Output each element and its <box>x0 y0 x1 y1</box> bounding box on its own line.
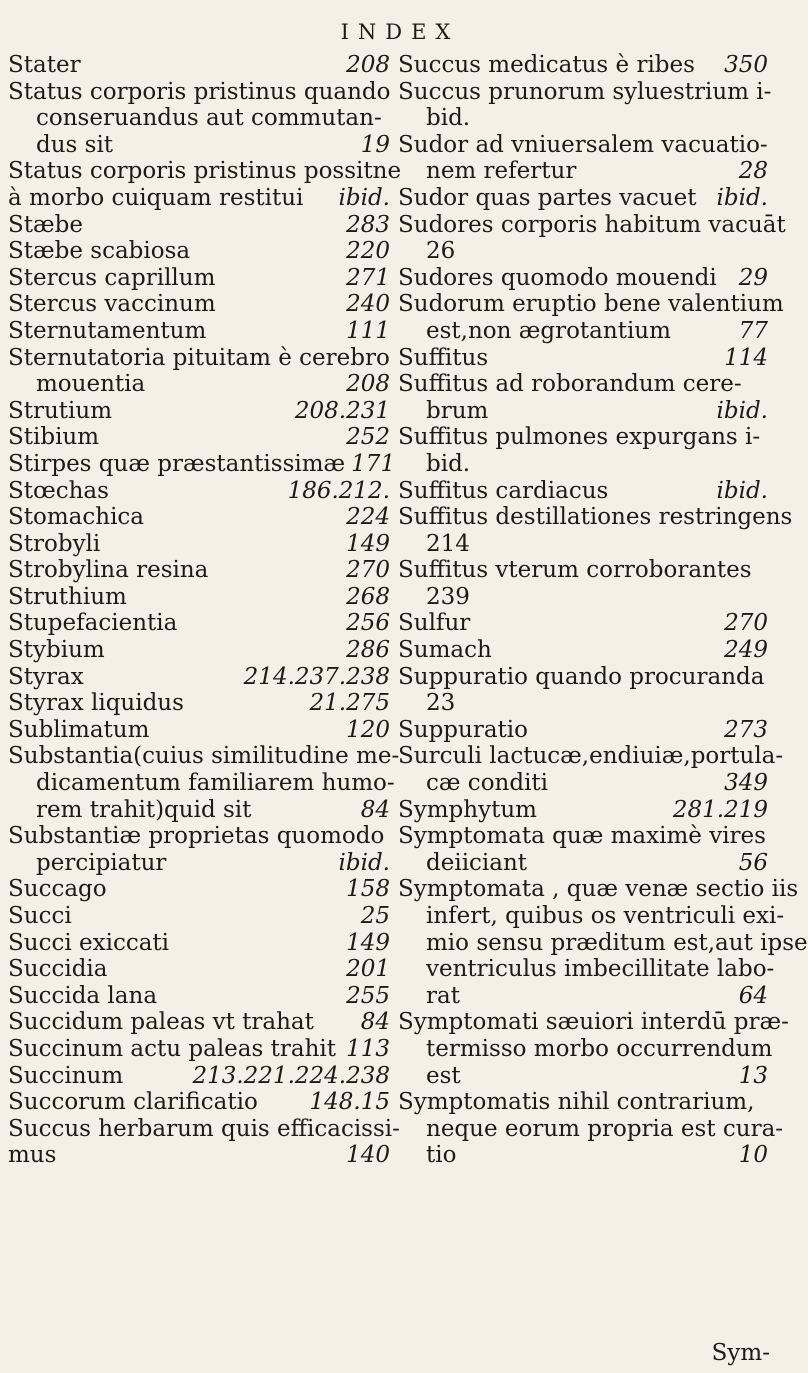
entry-text: tio <box>426 1142 457 1169</box>
index-entry <box>8 637 390 664</box>
index-entry <box>8 1009 390 1036</box>
entry-text: Stæbe scabiosa <box>8 238 191 265</box>
index-entry <box>398 797 768 824</box>
index-entry <box>8 478 390 505</box>
entry-text: Status corporis pristinus possitne <box>8 158 402 185</box>
index-entry <box>398 504 793 531</box>
index-entry <box>398 690 768 717</box>
entry-text: est,non ægrotantium <box>426 317 671 344</box>
page-reference: 149 <box>346 530 390 557</box>
entry-text: Sudores quomodo mouendi <box>398 264 717 291</box>
entry-text: Succinum actu paleas trahit <box>8 1035 336 1062</box>
index-entry <box>398 1142 768 1169</box>
entry-text: mouentia <box>36 371 146 398</box>
page-reference: ibid. <box>338 184 390 211</box>
entry-text: Succus medicatus è ribes <box>398 52 695 78</box>
index-entry <box>398 637 768 664</box>
entry-text: Sumach <box>398 637 492 664</box>
page-reference: 77 <box>738 317 768 344</box>
index-entry <box>398 664 768 691</box>
index-entry <box>8 876 390 903</box>
index-entry <box>398 850 768 877</box>
index-entry <box>8 185 390 212</box>
index-entry <box>8 1089 390 1116</box>
index-entry <box>398 345 768 372</box>
page-reference: 286 <box>346 637 390 664</box>
page-reference: ibid. <box>716 397 768 424</box>
index-entry <box>398 211 786 239</box>
page-reference: 213.221.224.238 <box>192 1062 390 1089</box>
page-reference: 252 <box>346 424 390 451</box>
page-reference: 64 <box>738 982 768 1009</box>
page-reference: 25 <box>360 903 390 929</box>
index-entry <box>8 1142 390 1169</box>
entry-text: Suffitus pulmones expurgans i- <box>398 424 761 451</box>
entry-text: percipiatur <box>36 849 167 876</box>
page-reference: 270 <box>724 610 768 637</box>
entry-text: Succus prunorum syluestrium i- <box>398 78 772 105</box>
page-reference: 21.275 <box>309 690 390 717</box>
index-entry <box>8 930 390 957</box>
entry-text: Succida lana <box>8 982 158 1009</box>
index-entry <box>398 956 775 983</box>
index-entry <box>8 132 390 159</box>
index-entry <box>8 424 390 451</box>
index-entry <box>398 1035 773 1063</box>
index-entry <box>8 717 390 744</box>
entry-text: mus <box>8 1142 57 1169</box>
index-entry <box>8 557 390 584</box>
index-entry <box>8 79 390 106</box>
page-reference: 120 <box>346 716 390 743</box>
page-reference: 84 <box>360 1009 390 1036</box>
entry-text: Succidum paleas vt trahat <box>8 1009 314 1036</box>
index-entry <box>398 265 768 292</box>
entry-text: est <box>426 1062 461 1089</box>
entry-text: à morbo cuiquam restitui <box>8 184 304 211</box>
index-entry <box>398 52 768 79</box>
index-entry <box>8 664 390 691</box>
index-entry <box>398 238 768 265</box>
index-entry <box>8 531 390 558</box>
index-entry <box>398 1009 789 1036</box>
entry-text: Stupefacientia <box>8 610 178 637</box>
entry-text: Succinum <box>8 1062 124 1089</box>
entry-text: Sublimatum <box>8 716 150 743</box>
entry-text: Symptomati sæuiori interdū præ- <box>398 1009 789 1036</box>
index-entry <box>8 903 390 930</box>
index-entry <box>398 929 808 957</box>
page-reference: 273 <box>724 716 768 743</box>
entry-text: Succi exiccati <box>8 929 170 956</box>
entry-text: Suffitus vterum corroborantes <box>398 557 752 584</box>
entry-text: nem refertur <box>426 158 577 185</box>
page-reference: 214.237.238 <box>243 663 390 690</box>
entry-text: Stæbe <box>8 211 83 238</box>
entry-text: 23 <box>426 690 456 717</box>
index-entry <box>8 610 390 637</box>
entry-text: Suffitus cardiacus <box>398 477 609 504</box>
index-entry <box>398 557 768 584</box>
index-entry <box>398 903 785 930</box>
entry-text: Suppuratio <box>398 716 528 743</box>
index-entry <box>8 450 396 478</box>
entry-text: Strobyli <box>8 530 101 557</box>
page-reference: 56 <box>738 849 768 876</box>
entry-text: infert, quibus os ventriculi exi- <box>426 903 785 929</box>
entry-text: Suffitus ad roborandum cere- <box>398 371 742 398</box>
page-reference: 148.15 <box>309 1089 390 1116</box>
index-entry <box>8 318 390 345</box>
index-entry <box>8 265 390 292</box>
index-entry <box>398 158 768 185</box>
index-entry <box>8 1036 390 1063</box>
entry-text: bid. <box>426 450 471 477</box>
index-entry <box>398 983 768 1010</box>
index-entry <box>8 743 400 770</box>
entry-text: Succi <box>8 903 72 929</box>
entry-text: Symptomata quæ maximè vires <box>398 823 766 850</box>
page-reference: 270 <box>346 557 390 584</box>
index-entry <box>8 823 390 850</box>
entry-text: dus sit <box>36 131 114 158</box>
entry-text: Stibium <box>8 424 100 451</box>
page-reference: 113 <box>346 1035 390 1062</box>
index-entry <box>8 212 390 239</box>
entry-text: Succus herbarum quis efficacissi- <box>8 1115 400 1142</box>
index-entry <box>8 371 390 398</box>
index-entry <box>398 291 784 318</box>
index-entry <box>398 743 784 770</box>
index-entry <box>8 797 390 824</box>
index-entry <box>398 451 768 478</box>
page-reference: 84 <box>360 796 390 823</box>
page-reference: 19 <box>360 131 390 158</box>
entry-text: Stirpes quæ præstantissimæ <box>8 450 346 477</box>
entry-text: Stater <box>8 52 81 78</box>
page-reference: 186.212. <box>287 477 390 504</box>
page-reference: ibid. <box>716 477 768 504</box>
page-reference: 201 <box>346 956 390 983</box>
page-reference: 208.231 <box>294 397 390 424</box>
index-entry <box>8 158 402 185</box>
index-entry <box>8 238 390 265</box>
entry-text: termisso morbo occurrendum <box>426 1035 773 1062</box>
index-entry <box>398 610 768 637</box>
page-reference: 158 <box>346 876 390 903</box>
entry-text: Strobylina resina <box>8 557 209 584</box>
entry-text: ventriculus imbecillitate labo- <box>426 956 775 983</box>
entry-text: Stomachica <box>8 504 145 531</box>
page-reference: 10 <box>738 1142 768 1169</box>
page-reference: 149 <box>346 929 390 956</box>
entry-text: cæ conditi <box>426 770 549 797</box>
index-entry <box>8 770 395 797</box>
entry-text: Sternutatoria pituitam è cerebro <box>8 344 390 371</box>
entry-text: Suffitus <box>398 344 489 371</box>
entry-text: Suffitus destillationes restringens <box>398 504 793 531</box>
page-reference: 271 <box>346 264 390 291</box>
entry-text: 26 <box>426 238 456 265</box>
index-entry <box>398 78 772 106</box>
page-reference: 283 <box>346 211 390 238</box>
entry-text: Symptomata , quæ venæ sectio iis <box>398 876 799 903</box>
entry-text: deiiciant <box>426 849 528 876</box>
entry-text: Symptomatis nihil contrarium, <box>398 1089 755 1116</box>
entry-text: conseruandus aut commutan- <box>36 105 382 132</box>
page-reference: 281.219 <box>672 796 768 823</box>
entry-text: Styrax <box>8 663 84 690</box>
entry-text: Stercus vaccinum <box>8 291 216 318</box>
index-entry <box>398 398 768 425</box>
page-reference: 350 <box>724 52 768 78</box>
index-entry <box>8 291 390 318</box>
entry-text: Status corporis pristinus quando <box>8 78 391 105</box>
index-entry <box>8 1115 400 1143</box>
entry-text: Stercus caprillum <box>8 264 216 291</box>
page-header: INDEX <box>340 20 460 44</box>
page-reference: 140 <box>346 1142 390 1169</box>
page-reference: 349 <box>724 770 768 797</box>
page-reference: 29 <box>738 264 768 291</box>
page-reference: 256 <box>346 610 390 637</box>
entry-text: Struthium <box>8 583 127 610</box>
entry-text: Strutium <box>8 397 113 424</box>
index-entry <box>398 478 768 505</box>
index-entry <box>8 850 390 877</box>
entry-text: rat <box>426 982 460 1009</box>
index-entry <box>398 823 768 850</box>
entry-text: brum <box>426 397 489 424</box>
right-column <box>398 52 808 1169</box>
page-reference: ibid. <box>716 184 768 211</box>
index-entry <box>398 1089 768 1116</box>
entry-text: Succidia <box>8 956 108 983</box>
page-reference: ibid. <box>338 849 390 876</box>
index-entry <box>398 424 768 451</box>
index-entry <box>8 105 390 132</box>
entry-text: Sulfur <box>398 610 471 637</box>
index-entry <box>8 584 390 611</box>
index-entry <box>8 983 390 1010</box>
entry-text: rem trahit)quid sit <box>36 796 252 823</box>
entry-text: Symphytum <box>398 796 537 823</box>
page-reference: 255 <box>346 982 390 1009</box>
index-entry <box>398 105 768 132</box>
entry-text: bid. <box>426 105 471 132</box>
entry-text: Surculi lactucæ,endiuiæ,portula- <box>398 743 784 770</box>
index-entry <box>398 770 768 797</box>
entry-text: Substantiæ proprietas quomodo <box>8 823 385 850</box>
page-reference: 171 <box>351 450 396 477</box>
page-reference: 208 <box>346 371 390 398</box>
page-reference: 111 <box>346 317 390 344</box>
page-reference: 208 <box>346 52 390 78</box>
entry-text: Succago <box>8 876 107 903</box>
page-reference: 249 <box>724 637 768 664</box>
entry-text: Succorum clarificatio <box>8 1089 258 1116</box>
page-reference: 268 <box>346 583 390 610</box>
index-entry <box>398 371 768 398</box>
index-entry <box>398 531 768 558</box>
page-reference: 220 <box>346 238 390 265</box>
entry-text: neque eorum propria est cura- <box>426 1115 784 1142</box>
entry-text: Stœchas <box>8 477 109 504</box>
entry-text: Substantia(cuius similitudine me- <box>8 743 400 770</box>
index-entry <box>398 1115 784 1143</box>
page-reference: 13 <box>738 1062 768 1089</box>
entry-text: Sudorum eruptio bene valentium <box>398 291 784 318</box>
index-entry <box>8 52 390 79</box>
page-reference: 240 <box>346 291 390 318</box>
page-reference: 224 <box>346 504 390 531</box>
index-entry <box>398 876 799 903</box>
index-entry <box>8 398 390 425</box>
index-entry <box>398 132 768 159</box>
entry-text: Sudor ad vniuersalem vacuatio- <box>398 131 768 158</box>
index-entry <box>398 318 768 345</box>
index-entry <box>398 584 768 611</box>
index-entry <box>8 1063 390 1090</box>
entry-text: mio sensu præditum est,aut ipse <box>426 929 808 956</box>
entry-text: dicamentum familiarem humo- <box>36 770 395 797</box>
left-column <box>8 52 402 1169</box>
index-entry <box>8 956 390 983</box>
entry-text: Sudor quas partes vacuet <box>398 184 697 211</box>
index-entry <box>398 185 768 212</box>
entry-text: Stybium <box>8 637 105 664</box>
index-entry <box>8 504 390 531</box>
entry-text: Sternutamentum <box>8 317 207 344</box>
entry-text: Sudores corporis habitum vacuāt <box>398 211 786 238</box>
index-entry <box>398 1063 768 1090</box>
index-entry <box>398 717 768 744</box>
index-entry <box>8 690 390 717</box>
entry-text: Suppuratio quando procuranda <box>398 663 765 690</box>
entry-text: 239 <box>426 583 470 610</box>
catchword: Sym- <box>711 1340 770 1366</box>
page-reference: 28 <box>738 158 768 185</box>
entry-text: 214 <box>426 530 470 557</box>
entry-text: Styrax liquidus <box>8 690 184 717</box>
page-reference: 114 <box>724 344 768 371</box>
index-entry <box>8 345 390 372</box>
